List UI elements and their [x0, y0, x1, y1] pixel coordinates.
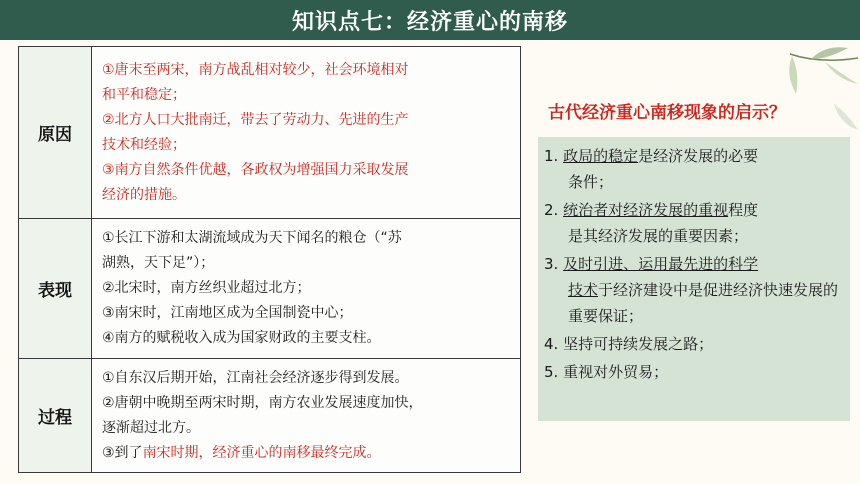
item-number: 2.	[544, 201, 559, 219]
item-text: 是经济发展的必要	[638, 147, 759, 165]
text-line: ④南方的赋税收入成为国家财政的主要支柱。	[102, 330, 381, 346]
row-head-process: 过程	[19, 359, 92, 473]
underlined-text: 政局的稳定	[563, 147, 639, 165]
table-row	[19, 47, 521, 219]
item-text: 条件；	[568, 173, 614, 191]
item-number: 4.	[544, 335, 559, 353]
item-text: 程度	[728, 201, 759, 219]
text-line: 和平和稳定；	[102, 86, 186, 103]
list-item	[542, 251, 844, 329]
title-bar	[0, 0, 860, 40]
text-line: 经济的措施。	[102, 186, 186, 203]
text-line	[102, 441, 512, 466]
text-line: ②北宋时，南方丝织业超过北方；	[102, 280, 311, 296]
page-title: 知识点七：经济重心的南移	[291, 9, 568, 35]
row-body-manifestation	[92, 219, 521, 359]
item-number: 1.	[544, 147, 559, 165]
list-item	[542, 143, 844, 195]
text-line: ③南宋时，江南地区成为全国制瓷中心；	[102, 305, 353, 321]
item-text: 重视对外贸易；	[563, 363, 669, 381]
row-head-cause: 原因	[19, 47, 92, 219]
insight-title: 古代经济重心南移现象的启示？	[548, 103, 786, 123]
list-item	[542, 331, 844, 357]
text-line: ②唐朝中晚期至两宋时期，南方农业发展速度加快，	[102, 394, 423, 411]
row-body-process	[92, 359, 521, 473]
list-item	[542, 197, 844, 249]
underlined-text: 技术	[568, 281, 599, 299]
item-number: 5.	[544, 363, 559, 381]
insight-box	[538, 137, 850, 421]
row-body-cause	[92, 47, 521, 219]
summary-table	[18, 46, 521, 473]
text-line: 技术和经验；	[102, 136, 186, 153]
highlight-text: 南宋时期，经济重心的南移最终完成。	[142, 444, 381, 461]
item-number: 3.	[544, 255, 559, 273]
list-item	[542, 359, 844, 385]
line-prefix: ③到了	[102, 444, 143, 461]
text-line: 湖熟，天下足”）；	[102, 255, 215, 271]
text-line: ③南方自然条件优越，各政权为增强国力采取发展	[102, 161, 409, 178]
text-line: ①自东汉后期开始，江南社会经济逐步得到发展。	[102, 369, 409, 386]
text-line: 逐渐超过北方。	[102, 419, 200, 436]
item-text: 坚持可持续发展之路；	[563, 335, 714, 353]
row-head-manifestation: 表现	[19, 219, 92, 359]
text-line: ①唐末至两宋，南方战乱相对较少，社会环境相对	[102, 61, 409, 78]
item-text: 是其经济发展的重要因素；	[568, 227, 749, 245]
table-row	[19, 219, 521, 359]
item-text: 于经济建设中是促进经济快速发展的重要保证；	[568, 281, 839, 325]
insight-list	[542, 143, 844, 385]
table-row	[19, 359, 521, 473]
underlined-text: 及时引进、运用最先进的科学	[563, 255, 759, 273]
underlined-text: 统治者对经济发展的重视	[563, 201, 729, 219]
text-line: ①长江下游和太湖流域成为天下闻名的粮仓（“苏	[102, 230, 402, 246]
text-line: ②北方人口大批南迁，带去了劳动力、先进的生产	[102, 111, 409, 128]
